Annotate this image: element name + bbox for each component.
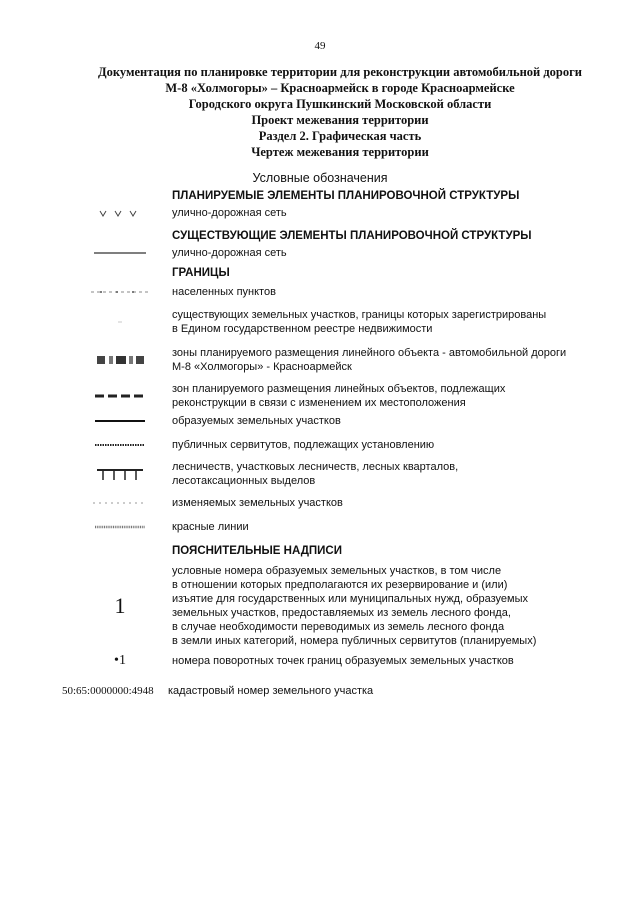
header-line: Раздел 2. Графическая часть bbox=[258, 129, 422, 143]
cadastral-number-label: кадастровый номер земельного участка bbox=[168, 685, 374, 697]
text-line: лесничеств, участковых лесничеств, лесных кварталов, bbox=[172, 461, 459, 473]
text-line: реконструкции в связи с изменением их местоположения bbox=[172, 397, 466, 409]
header-line: М-8 «Холмогоры» – Красноармейск в городе Красноармейске bbox=[165, 81, 515, 95]
red-line-symbol bbox=[90, 520, 150, 534]
turn-point-symbol: •1 bbox=[114, 653, 126, 668]
text-line: изъятие для государственных или муниципальных нужд, образуемых bbox=[172, 593, 529, 605]
text-line: условные номера образуемых земельных участков, в том числе bbox=[172, 565, 502, 577]
servitudes-label: публичных сервитутов, подлежащих установлению bbox=[172, 439, 435, 451]
page-number: 49 bbox=[314, 40, 326, 52]
changed-plots-label: изменяемых земельных участков bbox=[172, 497, 343, 509]
planned-street-label: улично-дорожная сеть bbox=[172, 207, 287, 219]
turn-points-label: номера поворотных точек границ образуемых земельных участков bbox=[172, 655, 514, 667]
planned-street-symbol bbox=[90, 206, 150, 220]
legend-title: Условные обозначения bbox=[252, 171, 388, 185]
text-line: в земли иных категорий, номера публичных сервитутов (планируемых) bbox=[172, 635, 537, 647]
text-line: лесотаксационных выделов bbox=[172, 475, 316, 487]
forestry-label bbox=[172, 460, 612, 488]
text-line: существующих земельных участков, границы которых зарегистрированы bbox=[172, 309, 547, 321]
registered-plots-label bbox=[172, 308, 612, 336]
text-line: в случае необходимости переводимых из земель лесного фонда bbox=[172, 621, 505, 633]
header-line: Чертеж межевания территории bbox=[251, 145, 429, 159]
settlements-label: населенных пунктов bbox=[172, 286, 276, 298]
plot-numbers-label bbox=[172, 564, 612, 648]
header-line: Документация по планировке территории для реконструкции автомобильной дороги bbox=[97, 65, 583, 79]
text-line: в отношении которых предполагаются их резервирование и (или) bbox=[172, 579, 508, 591]
text-line: М-8 «Холмогоры» - Красноармейск bbox=[172, 361, 352, 373]
borders-heading: ГРАНИЦЫ bbox=[172, 267, 230, 279]
planned-elements-heading: ПЛАНИРУЕМЫЕ ЭЛЕМЕНТЫ ПЛАНИРОВОЧНОЙ СТРУКТУРЫ bbox=[172, 190, 520, 202]
forestry-symbol bbox=[90, 460, 150, 488]
text-line: зоны планируемого размещения линейного объекта - автомобильной дороги bbox=[172, 347, 567, 359]
formed-plot-symbol bbox=[90, 414, 150, 428]
reconstruction-zone-symbol bbox=[90, 382, 150, 410]
cadastral-number-symbol: 50:65:0000000:4948 bbox=[62, 685, 154, 697]
servitude-symbol bbox=[90, 438, 150, 452]
registered-plot-symbol bbox=[90, 308, 150, 336]
reconstruction-zone-label bbox=[172, 382, 612, 410]
notes-heading: ПОЯСНИТЕЛЬНЫЕ НАДПИСИ bbox=[172, 545, 342, 557]
header-line: Проект межевания территории bbox=[251, 113, 429, 127]
linear-zone-label bbox=[172, 346, 612, 374]
existing-street-label: улично-дорожная сеть bbox=[172, 247, 287, 259]
linear-zone-symbol bbox=[90, 346, 150, 374]
text-line: в Едином государственном реестре недвижимости bbox=[172, 323, 433, 335]
existing-street-symbol bbox=[90, 246, 150, 260]
header-line: Городского округа Пушкинский Московской области bbox=[188, 97, 492, 111]
changed-plot-symbol bbox=[90, 496, 150, 510]
text-line: зон планируемого размещения линейных объектов, подлежащих bbox=[172, 383, 506, 395]
plot-number-symbol: 1 bbox=[114, 593, 126, 618]
settlement-border-symbol bbox=[90, 285, 150, 299]
text-line: земельных участков, предоставляемых из земель лесного фонда, bbox=[172, 607, 511, 619]
red-lines-label: красные линии bbox=[172, 521, 249, 533]
existing-elements-heading: СУЩЕСТВУЮЩИЕ ЭЛЕМЕНТЫ ПЛАНИРОВОЧНОЙ СТРУКТУРЫ bbox=[172, 230, 532, 242]
formed-plots-label: образуемых земельных участков bbox=[172, 415, 341, 427]
